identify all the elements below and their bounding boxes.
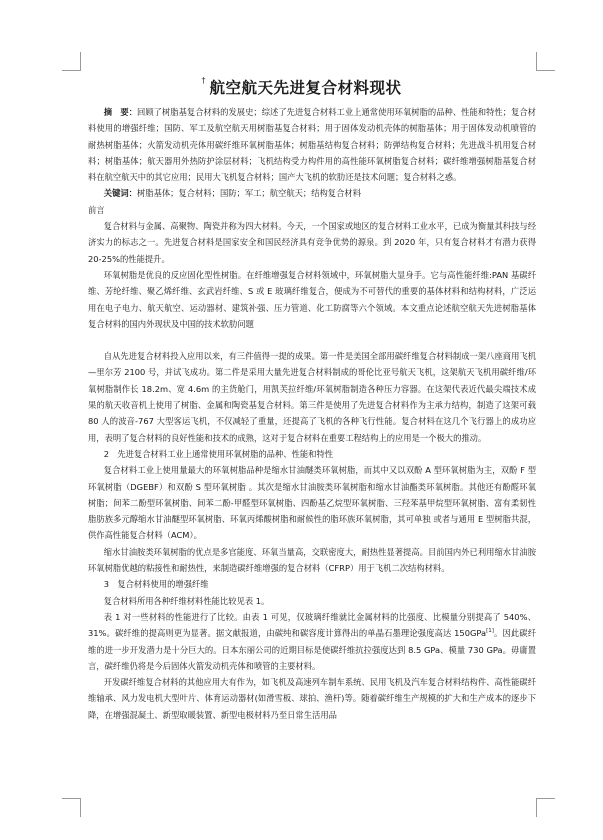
section-2-heading: 2 先进复合材料工业上通常使用环氧树脂的品种、性能和特性 — [103, 448, 334, 459]
paragraph-6: 复合材料所用各种纤维材料性能比较见表 1。 — [103, 595, 270, 606]
abstract — [88, 104, 536, 185]
crop-mark-top-left — [62, 52, 81, 71]
intro-heading: 前言 — [88, 204, 105, 215]
paragraph-gap — [88, 332, 536, 348]
title-footnote-mark: † — [201, 76, 206, 85]
title-block — [0, 76, 603, 98]
section-3-heading: 3 复合材料使用的增强纤维 — [103, 579, 209, 590]
keywords-label: 关键词： — [103, 188, 137, 199]
paragraph-7-text-a: 表 1 对一些材料的性能进行了比较。由表 1 可见，仅玻璃纤维就比金属材料的比强度、比模量分别提高了 540%、31%。碳纤维的提高则更为显著。据文献报道，由碳纯和碳容度计算得出的单晶石墨理论强度高达 150GPa — [88, 611, 536, 639]
keywords-text: 树脂基体；复合材料；国防；军工；航空航天；结构复合材料 — [136, 188, 361, 199]
paragraph-8: 开发碳纤维复合材料的其他应用大有作为，如飞机及高速列车制车系统、民用飞机及汽车复合材料结构件、高性能碳纤维轴承、风力发电机大型叶片、体育运动器材(如滑雪板、球拍、渔杆)等。随着碳纤维生产规模的扩大和生产成本的逐步下降，在增强混凝土、新型取暖装置、新型电极材料乃至日常生活用品 — [88, 677, 536, 720]
paragraph-5: 缩水甘油胺类环氧树脂的优点是多官能度、环氧当量高，交联密度大，耐热性显著提高。目前国内外已利用缩水甘油胺环氧树脂优越的粘接性和耐热性，来制造碳纤维增强的复合材料（CFRP）用于飞机二次结构材料。 — [88, 546, 536, 574]
crop-mark-bottom-left — [62, 798, 81, 817]
keywords — [88, 185, 536, 201]
abstract-text: 回顾了树脂基复合材料的发展史；综述了先进复合材料工业上通常使用环氧树脂的品种、性能和特性；复合材料使用的增强纤维；国防、军工及航空航天用树脂基复合材料；用于固体发动机壳体的树脂基体；用于固体发动机喷管的耐热树脂基体；火箭发动机壳体用碳纤维环氧树脂基体；树脂基结构复合材料；防弹结构复合材料；先进战斗机用复合材料；树脂基体；航天器用外热防护涂层材料；飞机结构受力构件用的高性能环氧树脂复合材料；碳纤维增强树脂基复合材料在航空航天中的其它应用；民用大飞机复合材料；国产大飞机的软肋还是技术问题；复合材料之惑。 — [88, 107, 536, 183]
paragraph-2: 环氧树脂是优良的反应固化型性树脂。在纤维增强复合材料领域中，环氧树脂大显身手。它与高性能纤维:PAN 基碳纤维、芳纶纤维、聚乙烯纤维、玄武岩纤维、S 或 E 玻璃纤维复合，便成为不可替代的重要的基体材料和结构材料，广泛运用在电子电力、航天航空、运动器材、建筑补强、压力管道、化工防腐等六个领域。本文重点论述航空航天先进树脂基体复合材料的国内外现状及中国的技术软肋问题 — [88, 269, 536, 329]
citation-ref: [1] — [486, 628, 494, 635]
document-body — [88, 104, 536, 723]
crop-mark-top-right — [536, 52, 555, 71]
crop-mark-bottom-right — [536, 798, 555, 817]
paragraph-3: 自从先进复合材料投入应用以来，有三件值得一提的成果。第一件是美国全部用碳纤维复合材料制成一架八座商用飞机—里尔芳 2100 号，并试飞成功。第二件是采用大量先进复合材料制成的哥伦比亚号航天飞机，这架航天飞机用碳纤维/环氧树脂制作长 18.2m、宽 4.6m 的主货舱门，用凯芙拉纤维/环氧树脂制造各种压力容器。在这架代表近代最尖端技术成果的航天收音机上使用了树脂、金属和陶瓷基复合材料。第三件是使用了先进复合材料作为主承力结构，制造了这架可载 80 人的波音-767 大型客运飞机，不仅减轻了重量，还提高了飞机的各种飞行性能。复合材料在这几个飞行器上的成功应用，表明了复合材料的良好性能和技术的成熟，这对于复合材料在重要工程结构上的应用是一个极大的推动。 — [88, 351, 536, 443]
paragraph-7-text-b: 。因此碳纤维的进一步开发潜力是十分巨大的。日本东丽公司的近期目标是使碳纤维抗拉强度达到 8.5 GPa、模量 730 GPa。毋庸置言，碳纤维仍将是今后固体火箭发动机壳体和喷管的主要材料。 — [88, 628, 536, 671]
abstract-label: 摘 要： — [103, 107, 138, 117]
paragraph-1: 复合材料与金属、高聚物、陶瓷并称为四大材料。今天，一个国家或地区的复合材料工业水平，已成为衡量其科技与经济实力的标志之一。先进复合材料是国家安全和国民经济具有竞争优势的源泉。到 2020 年，只有复合材料才有潜力获得 20-25%的性能提升。 — [88, 221, 536, 264]
paragraph-7 — [88, 609, 536, 674]
page-title: 航空航天先进复合材料现状 — [209, 78, 402, 97]
paragraph-4: 复合材料工业上使用量最大的环氧树脂品种是缩水甘油醚类环氧树脂，而其中又以双酚 A 型环氧树脂为主，双酚 F 型环氧树脂（DGEBF）和双酚 S 型环氧树脂 。其次是缩水甘油胺类环氧树脂和缩水甘油酯类环氧树脂。其他还有酚醛环氧树脂；间苯二酚型环氧树脂、间苯二酚-甲醛型环氧树脂、四酚基乙烷型环氧树脂、三羟苯基甲烷型环氧树脂、富有柔韧性脂肪族多元醇缩水甘油醚型环氧树脂、环氧丙烯酸树脂和耐候性的脂环族环氧树脂，其可单独 或者与通用 E 型树脂共混，供作高性能复合材料（ACM）。 — [88, 465, 536, 541]
